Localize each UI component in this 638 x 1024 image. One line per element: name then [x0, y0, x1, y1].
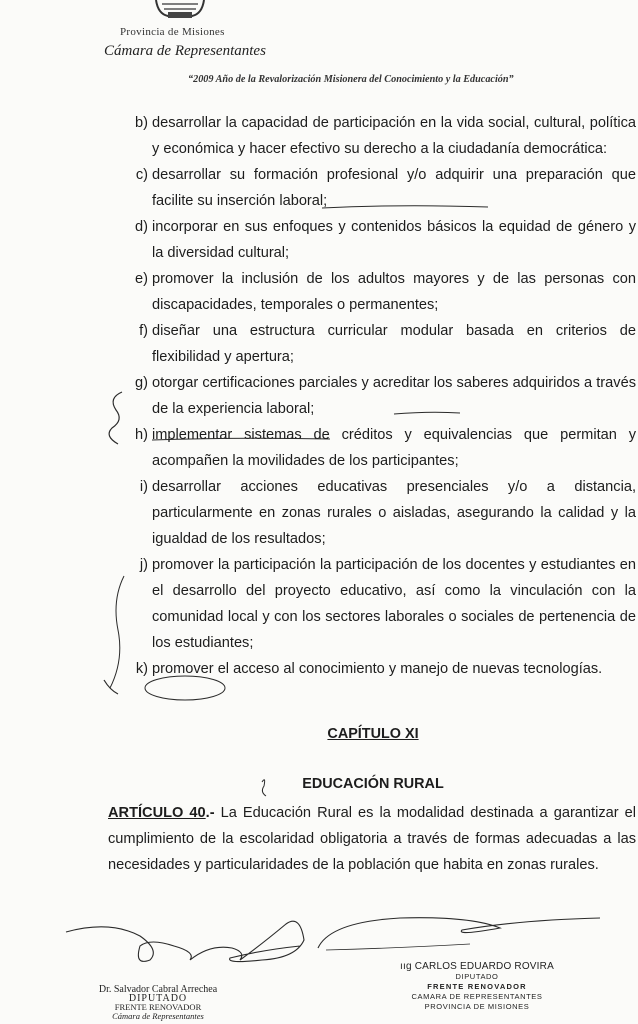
list-item — [0, 162, 638, 214]
signature-block-right — [382, 962, 572, 1012]
article-dash: .- — [205, 805, 215, 821]
article-text: La Educación Rural es la modalidad destinada a garantizar el cumplimiento de la escolaridad obligatoria a través de formas adecuadas a las necesidades y particularidades de la población que habita en zonas rurales. — [108, 805, 637, 873]
section-heading: EDUCACIÓN RURAL — [302, 776, 444, 792]
signer-name: ııg CARLOS EDUARDO ROVIRA — [400, 961, 554, 972]
objectives-list — [0, 110, 638, 682]
item-letter: c) — [135, 167, 148, 183]
list-item — [0, 266, 638, 318]
item-letter: i) — [139, 479, 148, 495]
signer-chamber: Cámara de Representantes — [112, 1011, 204, 1021]
signature-right — [318, 918, 600, 948]
item-letter: g) — [135, 375, 148, 391]
chapter-heading: CAPÍTULO XI — [327, 726, 419, 742]
item-text: desarrollar su formación profesional y/o adquirir una preparación que facilite su inserción laboral; — [152, 167, 636, 209]
article-paragraph — [108, 800, 636, 878]
item-letter: e) — [135, 271, 148, 287]
list-item — [0, 110, 638, 162]
list-item — [0, 474, 638, 552]
province-heading: Provincia de Misiones — [120, 26, 225, 38]
item-text: desarrollar acciones educativas presenciales y/o a distancia, particularmente en zonas rurales o aisladas, asegurando la calidad y la igualdad de los resultados; — [152, 479, 636, 547]
item-letter: j) — [139, 557, 148, 573]
item-letter: b) — [135, 115, 148, 131]
signature-block-left — [78, 985, 238, 1021]
signer-chamber: CAMARA DE REPRESENTANTES — [411, 992, 543, 1001]
list-item — [0, 552, 638, 656]
signer-party: FRENTE RENOVADOR — [427, 982, 527, 991]
list-item — [0, 370, 638, 422]
item-letter: h) — [135, 427, 148, 443]
signer-party: FRENTE RENOVADOR — [114, 1002, 202, 1012]
signer-title: DIPUTADO — [455, 972, 499, 981]
signer-name: Dr. Salvador Cabral Arrechea — [98, 984, 218, 995]
year-motto: “2009 Año de la Revalorización Misionera del Conocimiento y la Educación” — [188, 74, 514, 85]
signer-province: PROVINCIA DE MISIONES — [424, 1002, 530, 1011]
list-item — [0, 422, 638, 474]
item-text: incorporar en sus enfoques y contenidos básicos la equidad de género y la diversidad cultural; — [152, 219, 636, 261]
item-text: promover el acceso al conocimiento y manejo de nuevas tecnologías. — [152, 661, 603, 677]
item-text: otorgar certificaciones parciales y acreditar los saberes adquiridos a través de la experiencia laboral; — [152, 375, 636, 417]
list-item — [0, 656, 638, 682]
seal-emblem — [152, 0, 208, 20]
pen-check — [104, 680, 118, 694]
item-text: implementar sistemas de créditos y equivalencias que permitan y acompañen la movilidades de los participantes; — [152, 427, 636, 469]
list-item — [0, 318, 638, 370]
chamber-heading: Cámara de Representantes — [104, 43, 266, 59]
signer-title: DIPUTADO — [128, 993, 188, 1004]
item-letter: k) — [135, 661, 148, 677]
item-text: diseñar una estructura curricular modular basada en criterios de flexibilidad y apertura; — [152, 323, 636, 365]
item-text: promover la participación la participación de los docentes y estudiantes en el desarrollo del proyecto educativo, así como la vinculación con la comunidad local y con los sectores laborales o sociales de pertenencia de los estudiantes; — [152, 557, 636, 651]
article-label: ARTÍCULO 40 — [108, 805, 206, 821]
item-letter: d) — [135, 219, 148, 235]
item-letter: f) — [139, 323, 148, 339]
signature-left — [66, 921, 304, 961]
list-item — [0, 214, 638, 266]
item-text: promover la inclusión de los adultos mayores y de las personas con discapacidades, temporales o permanentes; — [152, 271, 636, 313]
item-text: desarrollar la capacidad de participación en la vida social, cultural, política y económica y hacer efectivo su derecho a la ciudadanía democrática: — [152, 115, 636, 157]
